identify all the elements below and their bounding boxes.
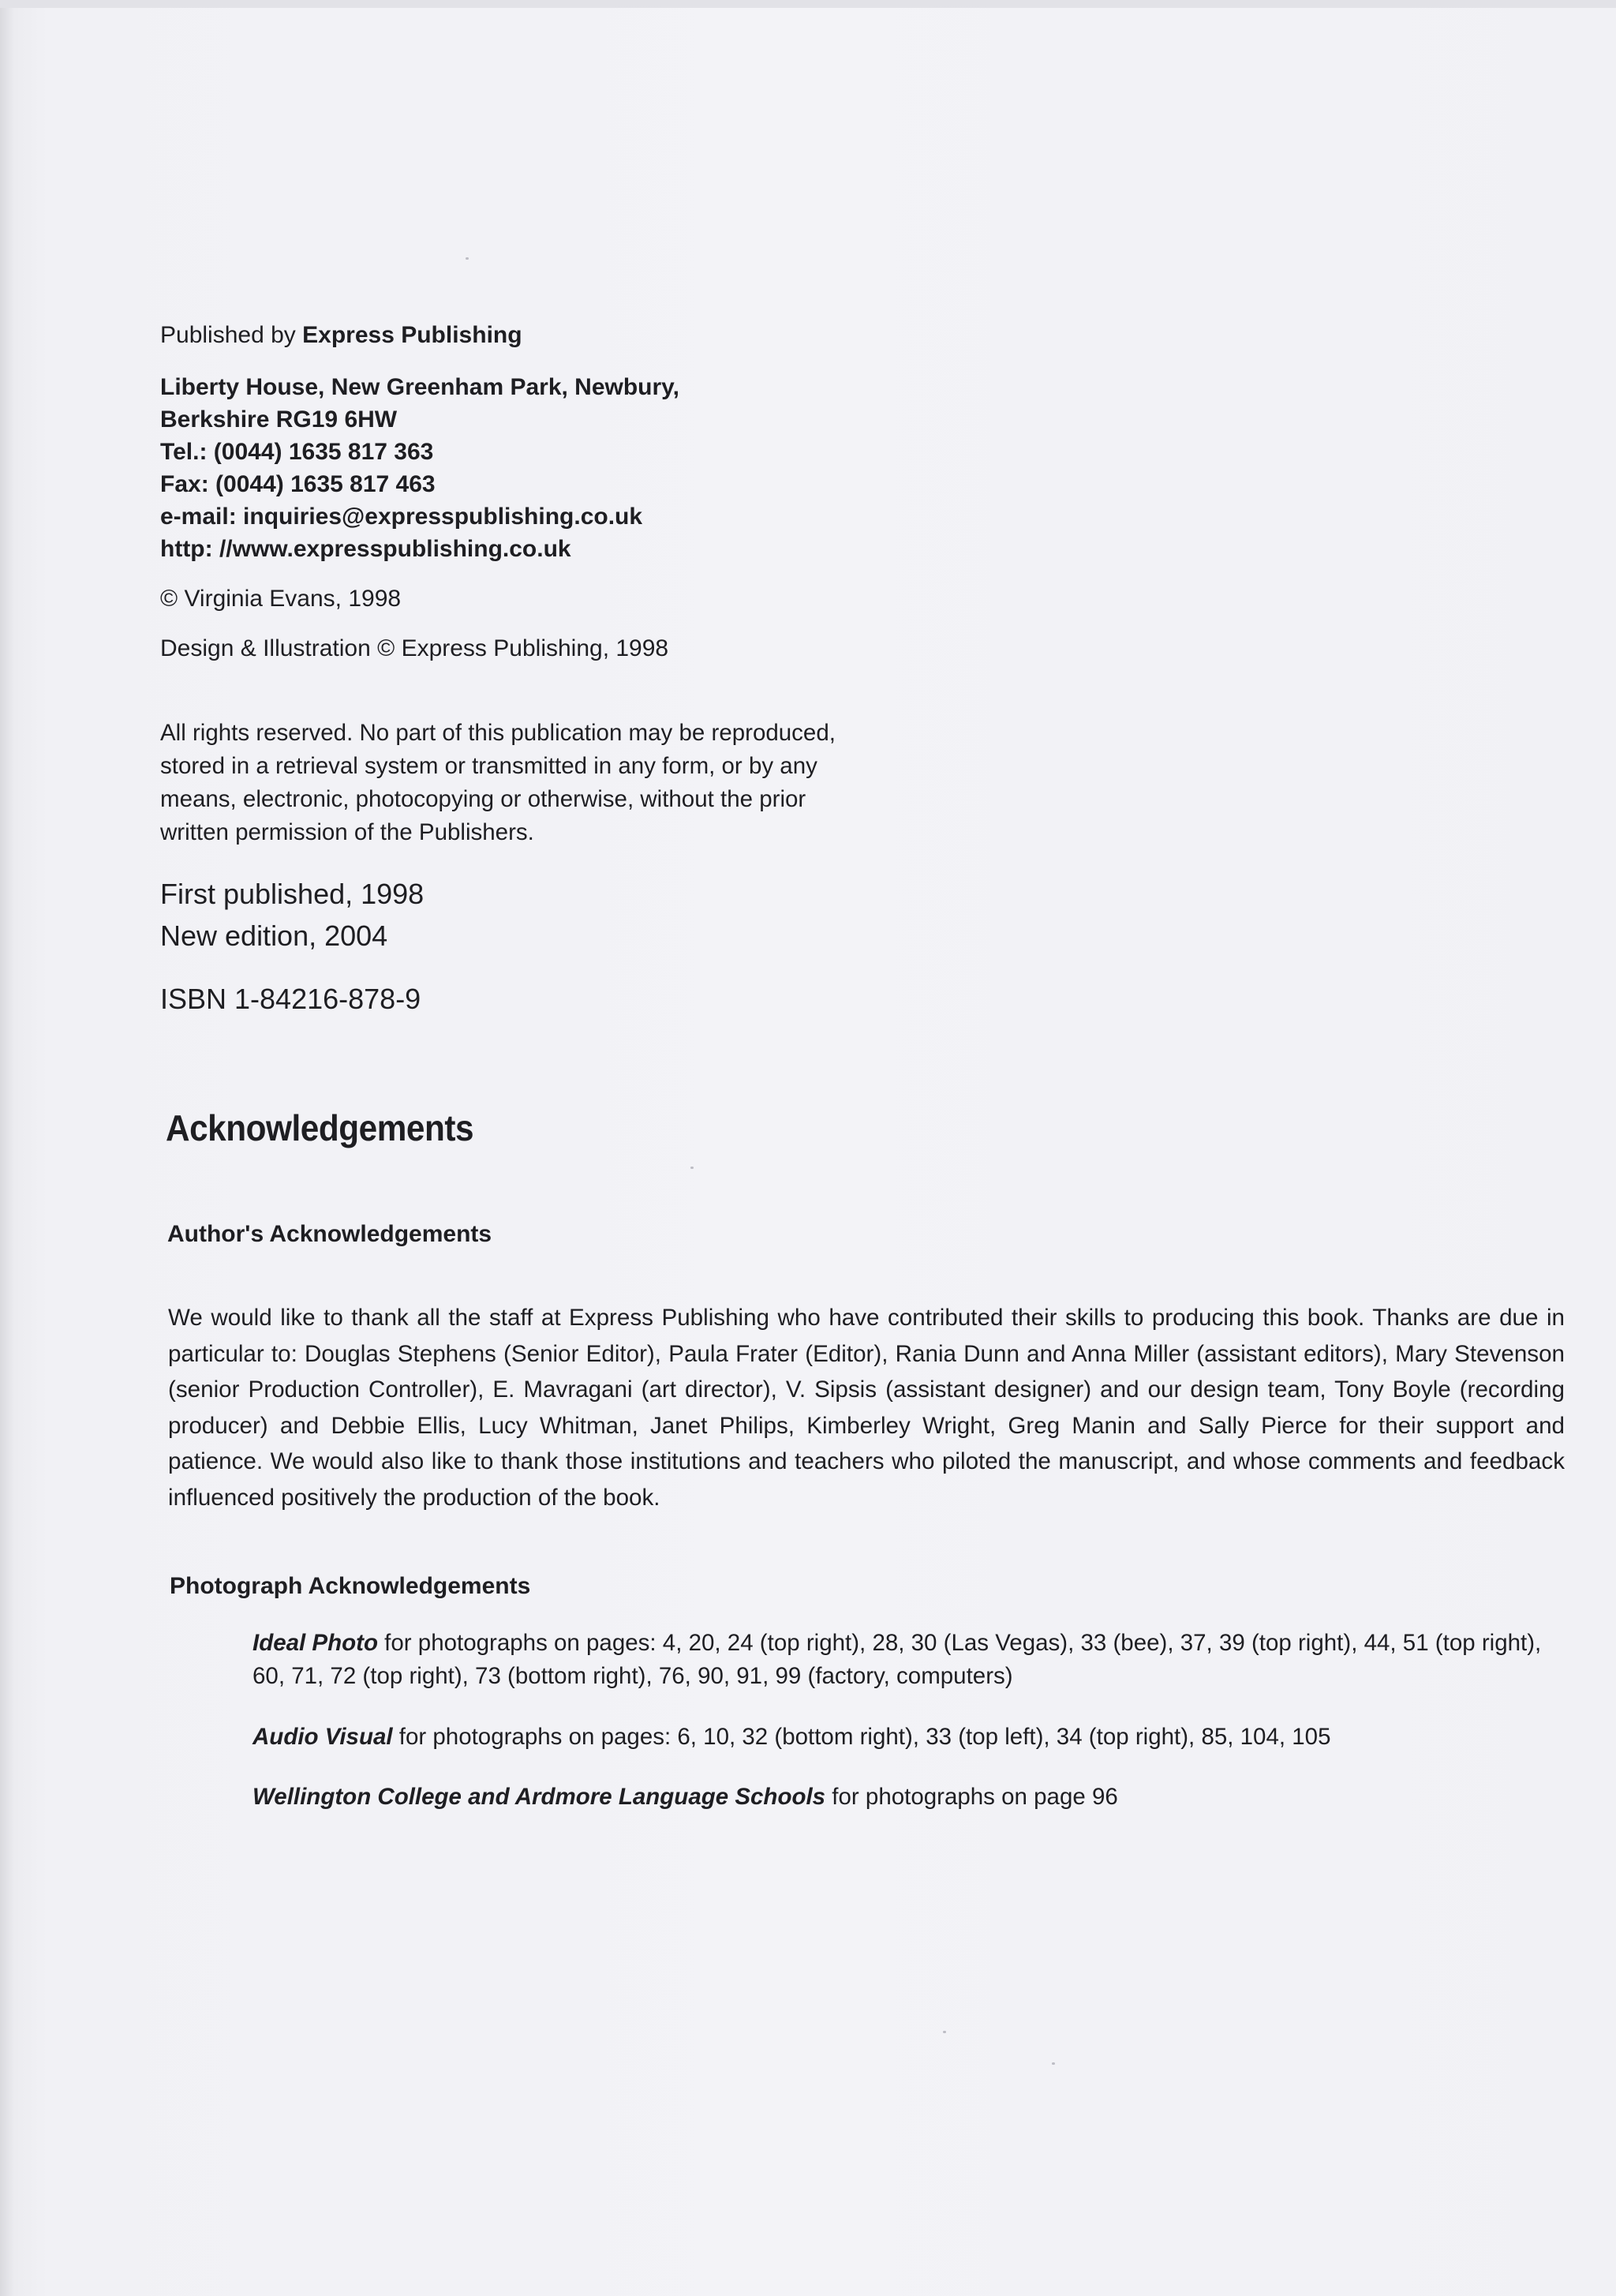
published-by-line <box>160 322 522 349</box>
photograph-acknowledgements-heading: Photograph Acknowledgements <box>170 1573 531 1599</box>
rights-line: All rights reserved. No part of this publication may be reproduced, <box>160 720 836 746</box>
photo-credit-source: Audio Visual <box>252 1724 393 1750</box>
address-line: Liberty House, New Greenham Park, Newbury, <box>160 374 679 400</box>
page-top-edge <box>0 0 1616 8</box>
isbn: ISBN 1-84216-878-9 <box>160 983 421 1015</box>
published-prefix: Published by <box>160 322 296 348</box>
photo-credit-text: for photographs on pages: 6, 10, 32 (bottom right), 33 (top left), 34 (top right), 85, 104, 105 <box>392 1724 1331 1750</box>
author-copyright: © Virginia Evans, 1998 <box>160 586 402 612</box>
photo-credit <box>252 1721 1554 1754</box>
email-line: e-mail: inquiries@expresspublishing.co.uk <box>160 504 643 530</box>
rights-line: stored in a retrieval system or transmitted in any form, or by any <box>160 753 817 779</box>
rights-line: means, electronic, photocopying or otherwise, without the prior <box>160 786 806 812</box>
design-copyright: Design & Illustration © Express Publishing, 1998 <box>160 635 669 661</box>
photo-credit-text: for photographs on pages: 4, 20, 24 (top right), 28, 30 (Las Vegas), 33 (bee), 37, 39 (top right), 44, 51 (top right), 60, 71, 72 (top right), 73 (bottom right), 76, 90, 91, 99 (factory, computers) <box>252 1630 1542 1689</box>
website-line: http: //www.expresspublishing.co.uk <box>160 536 571 562</box>
photo-credit <box>252 1781 1554 1814</box>
telephone-line: Tel.: (0044) 1635 817 363 <box>160 439 434 465</box>
rights-notice <box>160 717 918 849</box>
first-published: First published, 1998 <box>160 878 425 910</box>
scan-speck <box>466 257 469 260</box>
fax-line: Fax: (0044) 1635 817 463 <box>160 471 436 497</box>
photo-credit-source: Wellington College and Ardmore Language Schools <box>252 1784 826 1810</box>
new-edition: New edition, 2004 <box>160 920 388 952</box>
edition-info <box>160 873 424 957</box>
rights-line: written permission of the Publishers. <box>160 819 534 845</box>
photo-credit-text: for photographs on page 96 <box>825 1784 1118 1810</box>
author-acknowledgements-text: We would like to thank all the staff at Express Publishing who have contributed their skills to producing this book. Thanks are due in particular to: Douglas Stephens (Senior Editor), Paula Frater (Editor), Rania Dunn and Anna Miller (assistant editors), Mary Stevenson (senior Production Controller), E. Mavragani (art director), V. Sipsis (assistant designer) and our design team, Tony Boyle (recording producer) and Debbie Ellis, Lucy Whitman, Janet Philips, Kimberley Wright, Greg Manin and Sally Pierce for their support and patience. We would also like to thank those institutions and teachers who piloted the manuscript, and whose comments and feedback influenced positively the production of the book. <box>168 1305 1565 1511</box>
publisher-name: Express Publishing <box>302 322 522 348</box>
scan-speck <box>1052 2062 1055 2065</box>
scan-speck <box>690 1167 694 1169</box>
publisher-address <box>160 371 679 565</box>
address-line: Berkshire RG19 6HW <box>160 406 398 433</box>
photo-credit-source: Ideal Photo <box>252 1630 378 1656</box>
photo-credit <box>252 1627 1554 1693</box>
scan-speck <box>943 2031 946 2033</box>
author-acknowledgements-heading: Author's Acknowledgements <box>167 1221 492 1247</box>
acknowledgements-heading: Acknowledgements <box>166 1107 474 1148</box>
